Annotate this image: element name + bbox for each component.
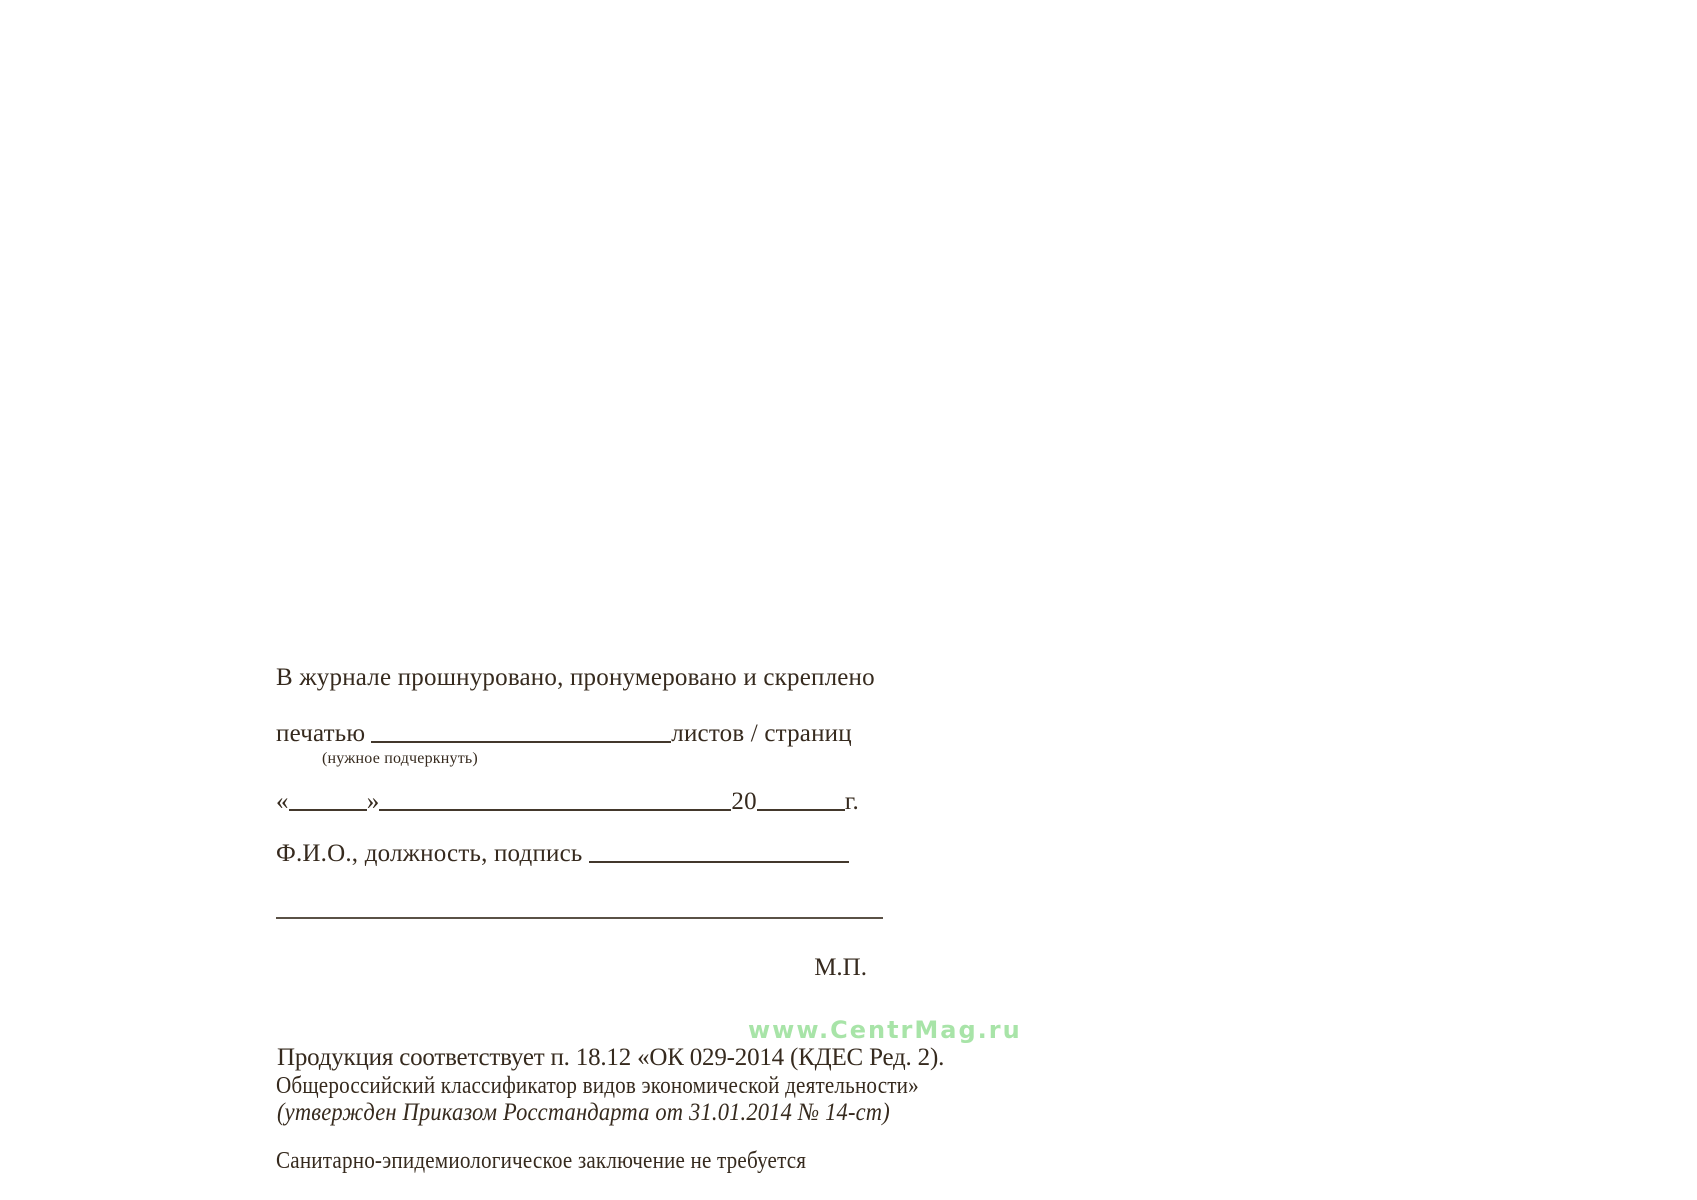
compliance-line-2: Общероссийский классификатор видов экономической деятельности» xyxy=(276,1073,919,1099)
underline-instruction-note: (нужное подчеркнуть) xyxy=(322,750,478,767)
signature-label: Ф.И.О., должность, подпись xyxy=(276,840,583,867)
date-century: 20 xyxy=(731,788,757,815)
date-line xyxy=(276,788,859,817)
date-year-suffix: г. xyxy=(844,788,859,815)
date-month-blank-field xyxy=(379,805,731,811)
date-close-quote: » xyxy=(366,788,380,815)
date-year-blank-field xyxy=(757,805,845,811)
signature-blank-field xyxy=(589,857,849,863)
sheets-line-prefix: печатью xyxy=(276,720,366,747)
sheets-line-suffix: листов / страниц xyxy=(671,720,852,747)
compliance-line-1: Продукция соответствует п. 18.12 «ОК 029-2014 (КДЕС Ред. 2). xyxy=(277,1044,945,1071)
sanitary-note-line: Санитарно-эпидемиологическое заключение не требуется xyxy=(276,1148,807,1174)
date-open-quote: « xyxy=(276,788,289,815)
stamp-place-abbr: М.П. xyxy=(814,954,867,981)
signature-line xyxy=(276,840,849,869)
stamp-place-wrap xyxy=(276,954,867,982)
sheets-count-blank-field xyxy=(371,737,671,743)
continuation-blank-line xyxy=(276,917,883,919)
compliance-line-3: (утвержден Приказом Росстандарта от 31.01.2014 № 14-ст) xyxy=(277,1099,890,1126)
date-day-blank-field xyxy=(289,805,367,811)
sheets-count-line xyxy=(276,720,852,749)
site-watermark: www.CentrMag.ru xyxy=(748,1016,1022,1044)
certification-statement-line: В журнале прошнуровано, пронумеровано и скреплено xyxy=(276,664,875,691)
